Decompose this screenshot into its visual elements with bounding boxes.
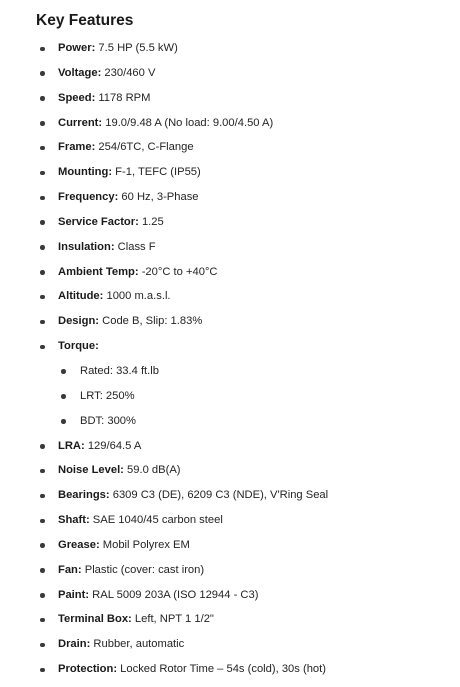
item-text — [58, 235, 156, 260]
list-item — [0, 458, 460, 483]
item-value: Rubber, automatic — [90, 638, 185, 651]
item-key: Power: — [58, 42, 96, 54]
item-text — [58, 607, 214, 632]
list-item — [0, 86, 460, 111]
bullet-icon — [40, 71, 45, 76]
bullet-icon — [40, 444, 45, 449]
item-key: Insulation: — [58, 240, 115, 253]
item-value: Class F — [114, 240, 156, 253]
bullet-icon — [40, 469, 45, 474]
item-key: Shaft: — [58, 514, 90, 527]
bullet-icon — [61, 394, 66, 399]
item-value: 60 Hz, 3-Phase — [118, 191, 199, 204]
item-value: Plastic (cover: cast iron) — [81, 563, 205, 576]
item-text — [58, 260, 218, 285]
item-text — [58, 284, 171, 309]
bullet-icon — [40, 295, 45, 300]
item-value: SAE 1040/45 carbon steel — [89, 514, 223, 527]
item-key: Frame: — [58, 141, 96, 154]
list-item — [0, 657, 460, 682]
item-key: Voltage: — [58, 66, 102, 79]
item-value: RAL 5009 203A (ISO 12944 - C3) — [89, 588, 259, 601]
list-item — [0, 210, 460, 235]
bullet-icon — [40, 593, 45, 598]
bullet-icon — [40, 320, 45, 325]
item-value: 230/460 V — [101, 66, 156, 79]
list-item — [0, 483, 460, 508]
list-item — [0, 235, 460, 260]
item-text — [58, 533, 190, 558]
bullet-icon — [40, 245, 45, 250]
item-key: Drain: — [58, 638, 91, 651]
list-item — [0, 334, 460, 359]
sub-list-item — [0, 384, 460, 409]
item-key: Current: — [58, 116, 103, 129]
item-value: 254/6TC, C-Flange — [95, 141, 194, 154]
item-key: Frequency: — [58, 191, 119, 204]
item-text — [58, 434, 141, 459]
item-value: LRT: 250% — [80, 389, 135, 402]
item-text — [58, 36, 178, 61]
bullet-icon — [61, 369, 66, 374]
item-value: BDT: 300% — [80, 414, 136, 427]
item-key: Grease: — [58, 538, 100, 551]
bullet-icon — [40, 643, 45, 648]
item-text — [58, 558, 204, 583]
item-text — [80, 409, 136, 434]
list-item — [0, 583, 460, 608]
list-item — [0, 508, 460, 533]
list-item — [0, 135, 460, 160]
item-text — [80, 384, 135, 409]
item-value: 59.0 dB(A) — [123, 464, 181, 477]
item-key: Altitude: — [58, 290, 104, 303]
item-key: Service Factor: — [58, 215, 139, 228]
list-item — [0, 607, 460, 632]
bullet-icon — [40, 618, 45, 623]
bullet-icon — [40, 47, 45, 52]
item-key: Design: — [58, 315, 100, 328]
feature-list — [0, 36, 460, 682]
bullet-icon — [61, 419, 66, 424]
list-item — [0, 309, 460, 334]
bullet-icon — [40, 171, 45, 176]
item-value: F-1, TEFC (IP55) — [112, 166, 201, 179]
item-key: LRA: — [58, 439, 85, 452]
item-text — [58, 334, 99, 359]
item-text — [58, 632, 184, 657]
item-text — [58, 309, 202, 334]
section-heading: Key Features — [36, 12, 134, 29]
item-text — [58, 135, 194, 160]
sub-list-item — [0, 409, 460, 434]
bullet-icon — [40, 146, 45, 151]
list-item — [0, 61, 460, 86]
item-key: Protection: — [58, 663, 118, 676]
item-value: -20°C to +40°C — [138, 265, 218, 278]
item-text — [58, 458, 181, 483]
bullet-icon — [40, 345, 45, 350]
list-item — [0, 185, 460, 210]
list-item — [0, 533, 460, 558]
item-text — [58, 86, 150, 111]
item-value: 129/64.5 A — [84, 439, 142, 452]
list-item — [0, 558, 460, 583]
item-key: Terminal Box: — [58, 613, 132, 626]
list-item — [0, 260, 460, 285]
item-value: 1178 RPM — [95, 91, 151, 104]
item-value: Left, NPT 1 1/2" — [131, 613, 214, 626]
item-value: Mobil Polyrex EM — [99, 538, 190, 551]
list-item — [0, 160, 460, 185]
bullet-icon — [40, 543, 45, 548]
item-text — [80, 359, 159, 384]
bullet-icon — [40, 668, 45, 673]
list-item — [0, 434, 460, 459]
list-item — [0, 632, 460, 657]
item-value: 6309 C3 (DE), 6209 C3 (NDE), V'Ring Seal — [109, 489, 329, 502]
item-text — [58, 210, 164, 235]
bullet-icon — [40, 220, 45, 225]
item-text — [58, 61, 155, 86]
item-value: 7.5 HP (5.5 kW) — [95, 42, 178, 54]
item-key: Torque: — [58, 340, 99, 353]
list-item — [0, 111, 460, 136]
item-key: Paint: — [58, 588, 90, 601]
item-key: Ambient Temp: — [58, 265, 139, 278]
sub-list-item — [0, 359, 460, 384]
bullet-icon — [40, 121, 45, 126]
item-text — [58, 583, 258, 608]
item-key: Speed: — [58, 91, 96, 104]
item-value: Code B, Slip: 1.83% — [99, 315, 203, 328]
item-value: Locked Rotor Time – 54s (cold), 30s (hot) — [117, 663, 326, 676]
item-text — [58, 483, 328, 508]
bullet-icon — [40, 196, 45, 201]
item-key: Bearings: — [58, 489, 110, 502]
item-text — [58, 160, 201, 185]
item-text — [58, 657, 326, 682]
bullet-icon — [40, 494, 45, 499]
item-value: 19.0/9.48 A (No load: 9.00/4.50 A) — [102, 116, 274, 129]
item-key: Mounting: — [58, 166, 113, 179]
item-key: Noise Level: — [58, 464, 124, 477]
item-text — [58, 111, 273, 136]
item-key: Fan: — [58, 563, 82, 576]
item-text — [58, 508, 223, 533]
item-value: Rated: 33.4 ft.lb — [80, 364, 159, 377]
list-item — [0, 284, 460, 309]
bullet-icon — [40, 519, 45, 524]
item-value: 1000 m.a.s.l. — [103, 290, 171, 303]
list-item — [0, 36, 460, 61]
item-text — [58, 185, 199, 210]
bullet-icon — [40, 96, 45, 101]
bullet-icon — [40, 270, 45, 275]
item-value: 1.25 — [138, 215, 164, 228]
bullet-icon — [40, 568, 45, 573]
